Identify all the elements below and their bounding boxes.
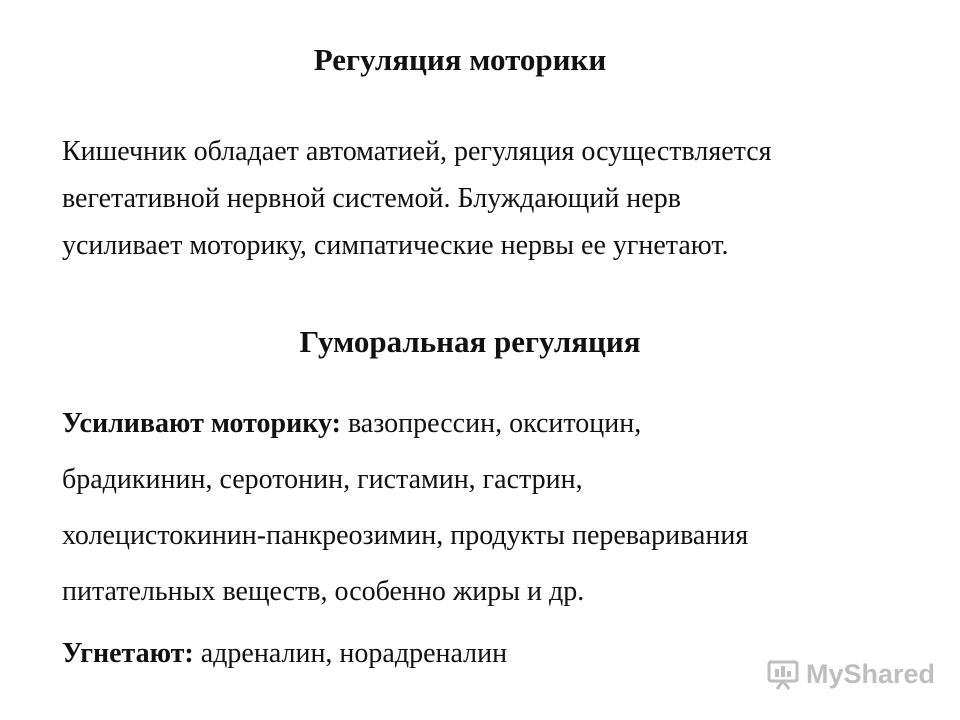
enhancers-line: питательных веществ, особенно жиры и др. [62,576,585,607]
inhibitors-rest: адреналин, норадреналин [193,638,508,669]
section-subtitle: Гуморальная регуляция [299,324,641,359]
intro-line: усиливает моторику, симпатические нервы ее угнетают. [62,230,729,261]
enhancers-line: брадикинин, серотонин, гистамин, гастрин, [62,464,583,495]
inhibitors-lead: Угнетают: [62,638,194,669]
slide-title: Регуляция моторики [313,42,607,77]
enhancers-lead: Усиливают моторику: [62,408,341,439]
enhancers-paragraph [62,396,922,620]
intro-paragraph [62,128,922,269]
intro-line: вегетативной нервной системой. Блуждающий нерв [62,183,681,214]
enhancers-first-line [62,396,922,452]
watermark [766,654,935,694]
enhancers-first-line-rest: вазопрессин, окситоцин, [340,408,642,439]
watermark-text: MyShared [806,658,936,689]
intro-line: Кишечник обладает автоматией, регуляция осуществляется [62,136,772,167]
enhancers-line: холецистокинин-панкреозимин, продукты переваривания [62,520,749,551]
presentation-board-icon [766,657,800,691]
